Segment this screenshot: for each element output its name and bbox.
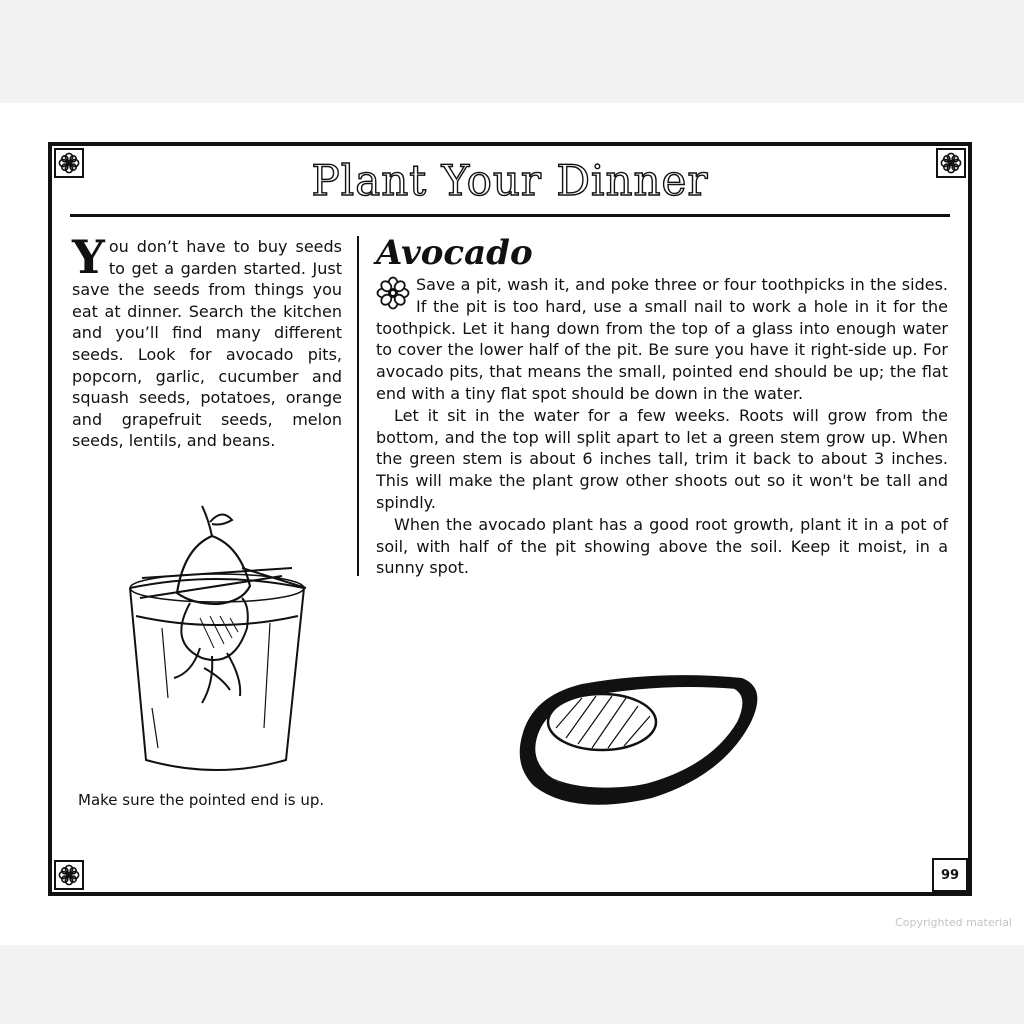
flower-bullet-icon (376, 276, 410, 310)
page-number: 99 (932, 858, 968, 892)
illustration-caption: Make sure the pointed end is up. (78, 791, 325, 809)
instruction-paragraph (376, 274, 948, 405)
paragraph-2: Let it sit in the water for a few weeks. Roots will grow from the bottom, and the top will split apart to let a green stem grow up. When the green stem is about 6 inches tall, trim it back to about 3 inches. This will make the plant grow other shoots out so it won't be tall and spindly. (376, 405, 948, 512)
intro-body: ou don’t have to buy seeds to get a garden started. Just save the seeds from things you eat at dinner. Search the kitchen and you’ll find many different seeds. Look for avocado pits, popcorn, garlic, cucumber and squash seeds, potatoes, orange and grapefruit seeds, melon seeds, lentils, and beans. (72, 237, 342, 451)
section-heading: Avocado (376, 233, 533, 273)
avocado-section (376, 234, 948, 579)
page-frame (48, 142, 972, 896)
corner-flower-icon (54, 860, 84, 890)
drop-cap: Y (72, 230, 105, 284)
copyright-notice: Copyrighted material (895, 916, 1012, 929)
paragraph-1: Save a pit, wash it, and poke three or four toothpicks in the sides. If the pit is too hard, use a small nail to work a hole in it for the toothpick. Let it hang down from the top of a glass into enough water to cover the lower half of the pit. Be sure you have it right-side up. For avocado pits, that means the small, pointed end should be up; the flat end with a tiny flat spot should be down in the water. (376, 275, 948, 403)
avocado-glass-illustration (122, 498, 312, 778)
title-rule (70, 214, 950, 217)
page-title: Plant Your Dinner (311, 156, 709, 205)
intro-text (72, 230, 342, 452)
column-divider (357, 236, 359, 576)
paragraph-3: When the avocado plant has a good root growth, plant it in a pot of soil, with half of the pit showing above the soil. Keep it moist, in a sunny spot. (376, 514, 948, 578)
avocado-half-illustration (512, 666, 762, 816)
